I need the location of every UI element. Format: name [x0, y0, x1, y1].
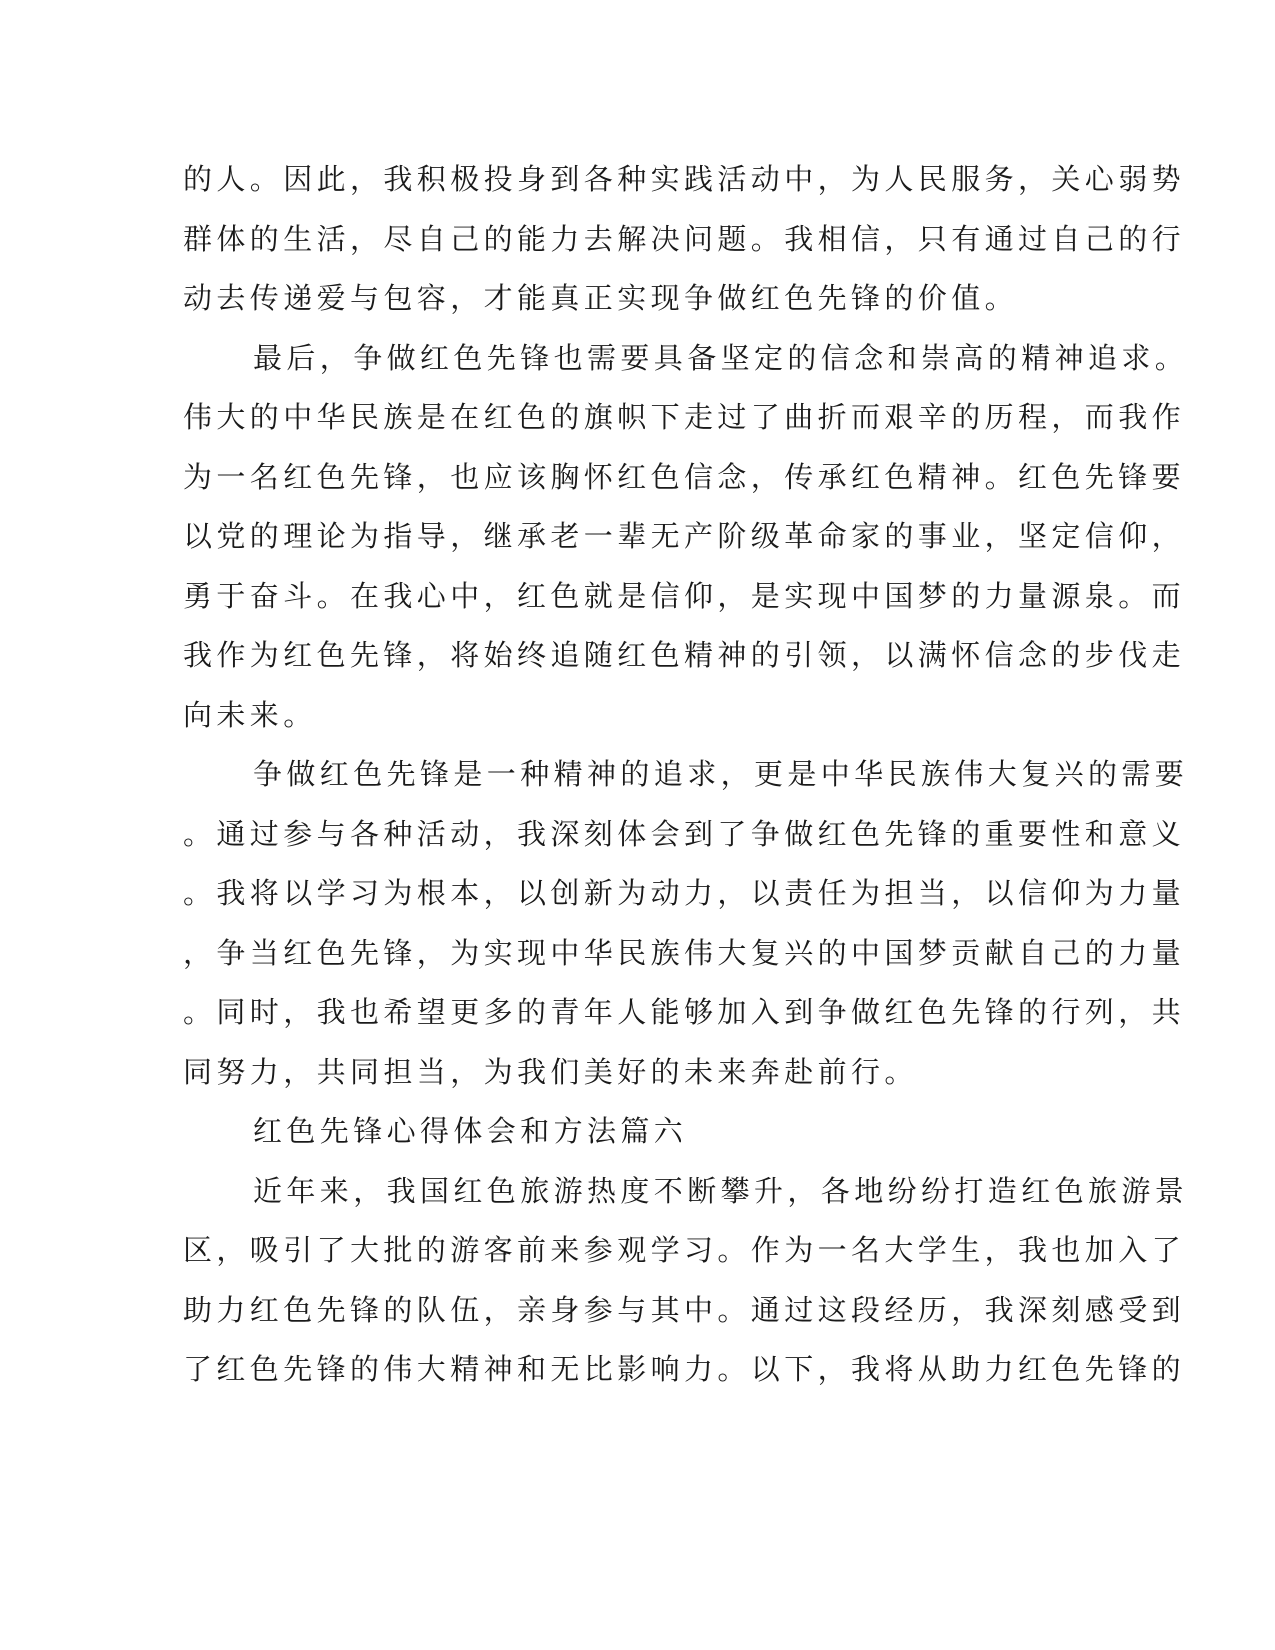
text-line: 群体的生活，尽自己的能力去解决问题。我相信，只有通过自己的行 — [183, 221, 1186, 256]
text-line: 。通过参与各种活动，我深刻体会到了争做红色先锋的重要性和意义 — [183, 816, 1186, 851]
text-line: 我作为红色先锋，将始终追随红色精神的引领，以满怀信念的步伐走 — [183, 638, 1186, 672]
text-line: 同努力，共同担当，为我们美好的未来奔赴前行。 — [183, 1054, 918, 1089]
text-line: 以党的理论为指导，继承老一辈无产阶级革命家的事业，坚定信仰， — [183, 519, 1186, 553]
text-line: 向未来。 — [183, 697, 317, 732]
document-body — [183, 150, 1189, 1400]
paragraph-start-line: 最后，争做红色先锋也需要具备坚定的信念和崇高的精神追求。 — [253, 340, 1189, 375]
text-line: 为一名红色先锋，也应该胸怀红色信念，传承红色精神。红色先锋要 — [183, 459, 1186, 494]
text-line: 伟大的中华民族是在红色的旗帜下走过了曲折而艰辛的历程，而我作 — [183, 400, 1186, 434]
text-line: 区，吸引了大批的游客前来参观学习。作为一名大学生，我也加入了 — [183, 1233, 1186, 1267]
text-line: 助力红色先锋的队伍，亲身参与其中。通过这段经历，我深刻感受到 — [183, 1292, 1186, 1327]
text-line: ，争当红色先锋，为实现中华民族伟大复兴的中国梦贡献自己的力量 — [183, 935, 1186, 970]
text-line: 了红色先锋的伟大精神和无比影响力。以下，我将从助力红色先锋的 — [183, 1352, 1186, 1386]
text-line: 。同时，我也希望更多的青年人能够加入到争做红色先锋的行列，共 — [183, 995, 1186, 1029]
text-line: 的人。因此，我积极投身到各种实践活动中，为人民服务，关心弱势 — [183, 162, 1186, 196]
paragraph-start-line: 争做红色先锋是一种精神的追求，更是中华民族伟大复兴的需要 — [253, 757, 1189, 791]
paragraph-start-line: 近年来，我国红色旅游热度不断攀升，各地纷纷打造红色旅游景 — [253, 1173, 1189, 1208]
text-line: 动去传递爱与包容，才能真正实现争做红色先锋的价值。 — [183, 281, 1019, 315]
text-line: 勇于奋斗。在我心中，红色就是信仰，是实现中国梦的力量源泉。而 — [183, 578, 1186, 613]
section-heading: 红色先锋心得体会和方法篇六 — [253, 1114, 688, 1148]
text-line: 。我将以学习为根本，以创新为动力，以责任为担当，以信仰为力量 — [183, 876, 1186, 910]
